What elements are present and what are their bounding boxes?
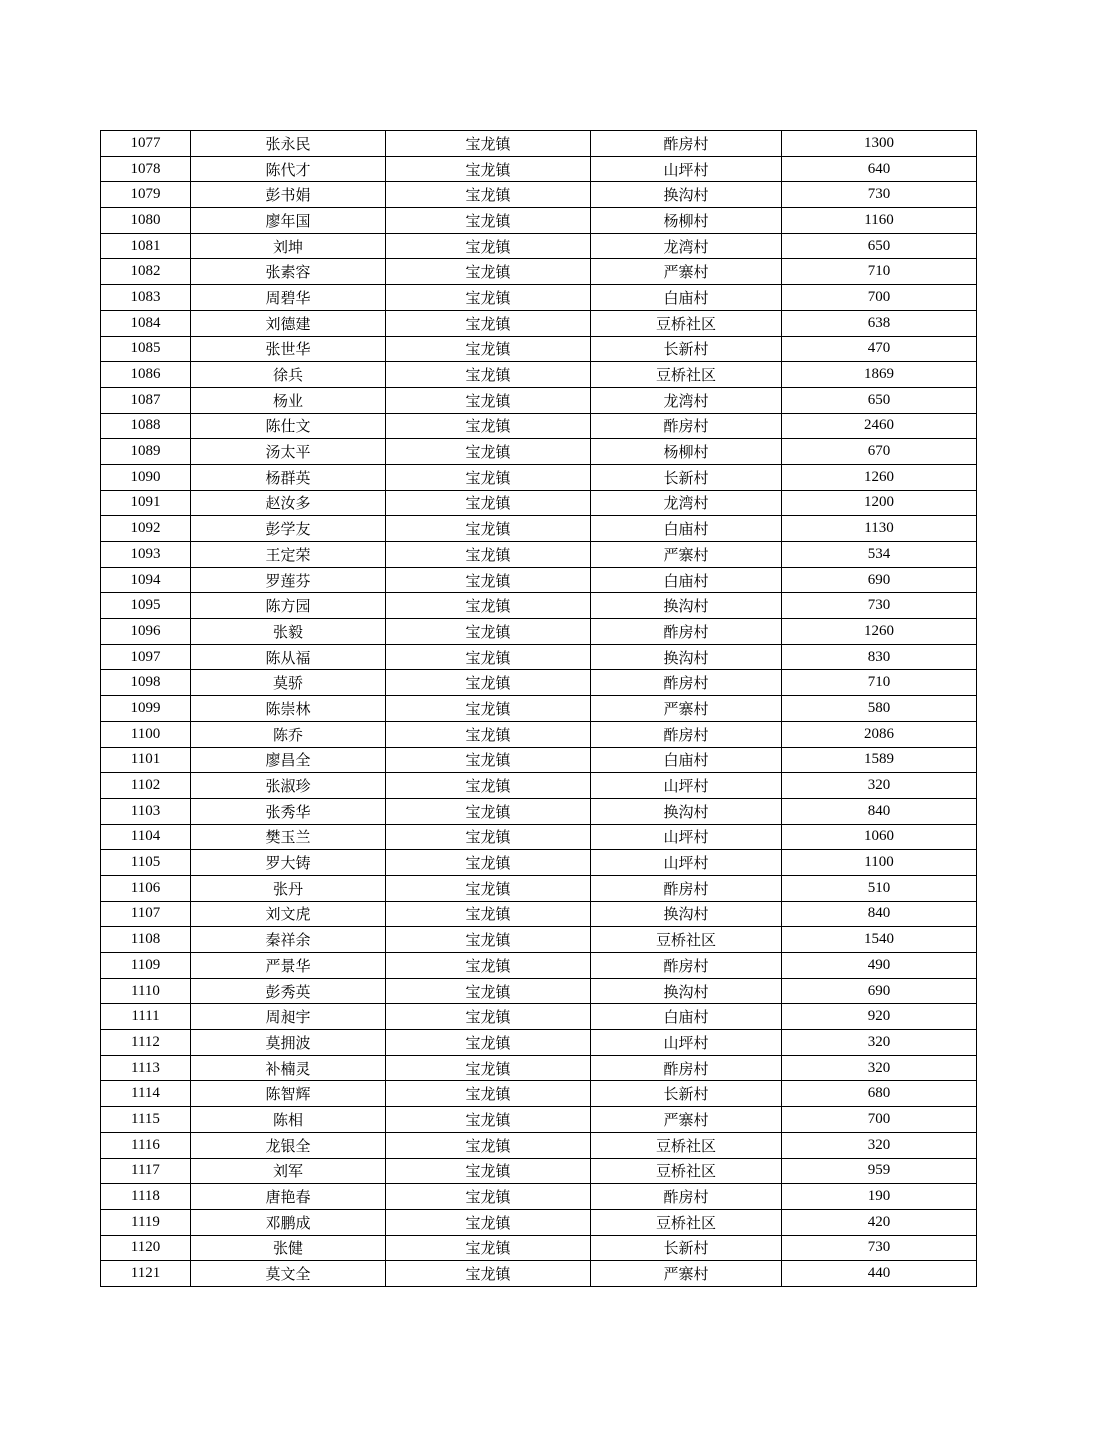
table-cell-village: 白庙村 bbox=[591, 567, 782, 593]
table-row bbox=[101, 593, 977, 619]
table-cell-town: 宝龙镇 bbox=[386, 850, 591, 876]
table-cell-town: 宝龙镇 bbox=[386, 156, 591, 182]
table-cell-village: 换沟村 bbox=[591, 978, 782, 1004]
table-cell-id: 1119 bbox=[101, 1209, 191, 1235]
table-cell-id: 1112 bbox=[101, 1030, 191, 1056]
table-row bbox=[101, 1055, 977, 1081]
table-cell-id: 1078 bbox=[101, 156, 191, 182]
table-cell-name: 樊玉兰 bbox=[191, 824, 386, 850]
table-cell-name: 严景华 bbox=[191, 953, 386, 979]
table-cell-amount: 320 bbox=[782, 773, 977, 799]
table-cell-id: 1093 bbox=[101, 542, 191, 568]
table-cell-village: 换沟村 bbox=[591, 593, 782, 619]
table-cell-amount: 830 bbox=[782, 644, 977, 670]
table-cell-id: 1113 bbox=[101, 1055, 191, 1081]
table-cell-id: 1083 bbox=[101, 285, 191, 311]
table-cell-name: 邓鹏成 bbox=[191, 1209, 386, 1235]
table-cell-name: 张健 bbox=[191, 1235, 386, 1261]
table-cell-amount: 1260 bbox=[782, 619, 977, 645]
table-cell-id: 1095 bbox=[101, 593, 191, 619]
table-cell-village: 严寨村 bbox=[591, 542, 782, 568]
table-cell-village: 白庙村 bbox=[591, 1004, 782, 1030]
table-cell-amount: 959 bbox=[782, 1158, 977, 1184]
table-cell-name: 张世华 bbox=[191, 336, 386, 362]
table-cell-name: 陈崇林 bbox=[191, 696, 386, 722]
table-cell-id: 1121 bbox=[101, 1261, 191, 1287]
table-row bbox=[101, 131, 977, 157]
table-cell-amount: 670 bbox=[782, 439, 977, 465]
table-cell-town: 宝龙镇 bbox=[386, 1132, 591, 1158]
table-cell-town: 宝龙镇 bbox=[386, 696, 591, 722]
table-cell-village: 酢房村 bbox=[591, 413, 782, 439]
table-cell-town: 宝龙镇 bbox=[386, 310, 591, 336]
table-cell-amount: 690 bbox=[782, 567, 977, 593]
table-cell-town: 宝龙镇 bbox=[386, 516, 591, 542]
table-cell-id: 1108 bbox=[101, 927, 191, 953]
table-cell-town: 宝龙镇 bbox=[386, 182, 591, 208]
table-cell-amount: 730 bbox=[782, 182, 977, 208]
table-cell-name: 周碧华 bbox=[191, 285, 386, 311]
table-cell-town: 宝龙镇 bbox=[386, 131, 591, 157]
table-cell-village: 换沟村 bbox=[591, 798, 782, 824]
table-cell-id: 1080 bbox=[101, 208, 191, 234]
table-cell-id: 1101 bbox=[101, 747, 191, 773]
table-cell-name: 陈方园 bbox=[191, 593, 386, 619]
table-cell-name: 张丹 bbox=[191, 875, 386, 901]
table-cell-amount: 840 bbox=[782, 798, 977, 824]
table-cell-name: 廖昌全 bbox=[191, 747, 386, 773]
table-cell-village: 换沟村 bbox=[591, 644, 782, 670]
table-cell-name: 彭学友 bbox=[191, 516, 386, 542]
table-cell-village: 豆桥社区 bbox=[591, 1158, 782, 1184]
table-cell-town: 宝龙镇 bbox=[386, 464, 591, 490]
table-cell-name: 张永民 bbox=[191, 131, 386, 157]
table-cell-amount: 1869 bbox=[782, 362, 977, 388]
table-cell-village: 长新村 bbox=[591, 336, 782, 362]
table-cell-amount: 640 bbox=[782, 156, 977, 182]
table-row bbox=[101, 1081, 977, 1107]
table-cell-name: 唐艳春 bbox=[191, 1184, 386, 1210]
table-cell-name: 赵汝多 bbox=[191, 490, 386, 516]
table-cell-amount: 320 bbox=[782, 1132, 977, 1158]
table-cell-id: 1092 bbox=[101, 516, 191, 542]
table-cell-id: 1096 bbox=[101, 619, 191, 645]
table-row bbox=[101, 644, 977, 670]
table-row bbox=[101, 362, 977, 388]
table-cell-town: 宝龙镇 bbox=[386, 619, 591, 645]
table-row bbox=[101, 696, 977, 722]
table-cell-name: 陈仕文 bbox=[191, 413, 386, 439]
table-cell-amount: 650 bbox=[782, 387, 977, 413]
table-cell-id: 1100 bbox=[101, 721, 191, 747]
table-cell-village: 龙湾村 bbox=[591, 233, 782, 259]
table-cell-id: 1117 bbox=[101, 1158, 191, 1184]
table-row bbox=[101, 516, 977, 542]
table-cell-id: 1094 bbox=[101, 567, 191, 593]
table-cell-id: 1088 bbox=[101, 413, 191, 439]
table-row bbox=[101, 721, 977, 747]
table-cell-village: 山坪村 bbox=[591, 773, 782, 799]
table-cell-amount: 920 bbox=[782, 1004, 977, 1030]
table-cell-village: 龙湾村 bbox=[591, 490, 782, 516]
table-cell-name: 刘德建 bbox=[191, 310, 386, 336]
table-cell-amount: 710 bbox=[782, 670, 977, 696]
table-cell-village: 酢房村 bbox=[591, 670, 782, 696]
table-row bbox=[101, 927, 977, 953]
table-cell-village: 酢房村 bbox=[591, 875, 782, 901]
table-cell-town: 宝龙镇 bbox=[386, 413, 591, 439]
table-cell-id: 1120 bbox=[101, 1235, 191, 1261]
table-cell-amount: 1060 bbox=[782, 824, 977, 850]
table-cell-amount: 1200 bbox=[782, 490, 977, 516]
table-cell-name: 补楠灵 bbox=[191, 1055, 386, 1081]
table-cell-town: 宝龙镇 bbox=[386, 285, 591, 311]
table-cell-name: 莫骄 bbox=[191, 670, 386, 696]
table-cell-amount: 1100 bbox=[782, 850, 977, 876]
table-cell-name: 陈代才 bbox=[191, 156, 386, 182]
table-cell-town: 宝龙镇 bbox=[386, 1158, 591, 1184]
table-cell-village: 豆桥社区 bbox=[591, 1132, 782, 1158]
table-row bbox=[101, 1235, 977, 1261]
table-cell-id: 1104 bbox=[101, 824, 191, 850]
table-row bbox=[101, 490, 977, 516]
table-cell-town: 宝龙镇 bbox=[386, 1184, 591, 1210]
table-cell-village: 山坪村 bbox=[591, 850, 782, 876]
table-row bbox=[101, 156, 977, 182]
table-cell-town: 宝龙镇 bbox=[386, 875, 591, 901]
table-cell-id: 1115 bbox=[101, 1107, 191, 1133]
table-row bbox=[101, 1158, 977, 1184]
table-cell-name: 龙银全 bbox=[191, 1132, 386, 1158]
table-cell-id: 1085 bbox=[101, 336, 191, 362]
table-row bbox=[101, 1132, 977, 1158]
table-cell-village: 豆桥社区 bbox=[591, 362, 782, 388]
table-cell-id: 1110 bbox=[101, 978, 191, 1004]
table-row bbox=[101, 285, 977, 311]
table-cell-amount: 2086 bbox=[782, 721, 977, 747]
table-cell-town: 宝龙镇 bbox=[386, 747, 591, 773]
table-cell-id: 1107 bbox=[101, 901, 191, 927]
table-cell-name: 罗大铸 bbox=[191, 850, 386, 876]
table-cell-name: 徐兵 bbox=[191, 362, 386, 388]
table-cell-name: 张素容 bbox=[191, 259, 386, 285]
table-row bbox=[101, 978, 977, 1004]
table-cell-amount: 580 bbox=[782, 696, 977, 722]
table-cell-village: 山坪村 bbox=[591, 824, 782, 850]
table-cell-village: 长新村 bbox=[591, 1235, 782, 1261]
table-row bbox=[101, 464, 977, 490]
table-cell-village: 龙湾村 bbox=[591, 387, 782, 413]
table-cell-town: 宝龙镇 bbox=[386, 490, 591, 516]
table-cell-name: 陈智辉 bbox=[191, 1081, 386, 1107]
table-cell-name: 陈乔 bbox=[191, 721, 386, 747]
table-row bbox=[101, 567, 977, 593]
table-cell-amount: 650 bbox=[782, 233, 977, 259]
table-cell-name: 彭书娟 bbox=[191, 182, 386, 208]
table-cell-name: 杨业 bbox=[191, 387, 386, 413]
table-cell-town: 宝龙镇 bbox=[386, 1004, 591, 1030]
table-cell-id: 1079 bbox=[101, 182, 191, 208]
table-cell-id: 1109 bbox=[101, 953, 191, 979]
table-cell-village: 山坪村 bbox=[591, 156, 782, 182]
table-cell-village: 杨柳村 bbox=[591, 439, 782, 465]
table-cell-amount: 690 bbox=[782, 978, 977, 1004]
table-cell-town: 宝龙镇 bbox=[386, 1030, 591, 1056]
table-cell-village: 换沟村 bbox=[591, 901, 782, 927]
table-cell-town: 宝龙镇 bbox=[386, 953, 591, 979]
table-cell-town: 宝龙镇 bbox=[386, 798, 591, 824]
table-cell-town: 宝龙镇 bbox=[386, 978, 591, 1004]
table-cell-name: 彭秀英 bbox=[191, 978, 386, 1004]
table-cell-id: 1106 bbox=[101, 875, 191, 901]
table-body bbox=[101, 131, 977, 1287]
table-cell-village: 酢房村 bbox=[591, 953, 782, 979]
table-cell-amount: 730 bbox=[782, 1235, 977, 1261]
table-cell-village: 严寨村 bbox=[591, 259, 782, 285]
table-cell-amount: 1540 bbox=[782, 927, 977, 953]
table-cell-town: 宝龙镇 bbox=[386, 721, 591, 747]
table-cell-amount: 470 bbox=[782, 336, 977, 362]
table-row bbox=[101, 1184, 977, 1210]
table-cell-id: 1087 bbox=[101, 387, 191, 413]
table-cell-amount: 1160 bbox=[782, 208, 977, 234]
table-row bbox=[101, 953, 977, 979]
table-cell-id: 1105 bbox=[101, 850, 191, 876]
table-cell-name: 周昶宇 bbox=[191, 1004, 386, 1030]
table-cell-name: 刘军 bbox=[191, 1158, 386, 1184]
table-cell-id: 1084 bbox=[101, 310, 191, 336]
table-cell-village: 白庙村 bbox=[591, 516, 782, 542]
table-cell-name: 张毅 bbox=[191, 619, 386, 645]
table-cell-name: 秦祥余 bbox=[191, 927, 386, 953]
table-cell-name: 王定荣 bbox=[191, 542, 386, 568]
table-row bbox=[101, 1107, 977, 1133]
table-cell-name: 莫拥波 bbox=[191, 1030, 386, 1056]
table-cell-town: 宝龙镇 bbox=[386, 644, 591, 670]
table-cell-amount: 680 bbox=[782, 1081, 977, 1107]
table-row bbox=[101, 387, 977, 413]
table-cell-village: 白庙村 bbox=[591, 285, 782, 311]
table-cell-town: 宝龙镇 bbox=[386, 901, 591, 927]
table-cell-name: 汤太平 bbox=[191, 439, 386, 465]
table-cell-id: 1114 bbox=[101, 1081, 191, 1107]
roster-table-container bbox=[100, 130, 976, 1287]
table-cell-amount: 510 bbox=[782, 875, 977, 901]
table-cell-amount: 1589 bbox=[782, 747, 977, 773]
table-cell-name: 罗莲芬 bbox=[191, 567, 386, 593]
table-row bbox=[101, 798, 977, 824]
table-cell-village: 酢房村 bbox=[591, 1184, 782, 1210]
table-cell-amount: 320 bbox=[782, 1030, 977, 1056]
table-cell-village: 豆桥社区 bbox=[591, 1209, 782, 1235]
table-cell-name: 张淑珍 bbox=[191, 773, 386, 799]
table-cell-name: 杨群英 bbox=[191, 464, 386, 490]
table-cell-id: 1089 bbox=[101, 439, 191, 465]
table-cell-village: 酢房村 bbox=[591, 1055, 782, 1081]
table-row bbox=[101, 1261, 977, 1287]
table-cell-id: 1081 bbox=[101, 233, 191, 259]
table-cell-town: 宝龙镇 bbox=[386, 208, 591, 234]
table-cell-name: 莫文全 bbox=[191, 1261, 386, 1287]
table-row bbox=[101, 542, 977, 568]
table-cell-town: 宝龙镇 bbox=[386, 1261, 591, 1287]
table-cell-amount: 730 bbox=[782, 593, 977, 619]
table-row bbox=[101, 773, 977, 799]
table-cell-village: 严寨村 bbox=[591, 696, 782, 722]
table-cell-id: 1082 bbox=[101, 259, 191, 285]
table-cell-town: 宝龙镇 bbox=[386, 1235, 591, 1261]
table-cell-id: 1098 bbox=[101, 670, 191, 696]
table-cell-town: 宝龙镇 bbox=[386, 439, 591, 465]
table-cell-id: 1111 bbox=[101, 1004, 191, 1030]
table-cell-amount: 700 bbox=[782, 285, 977, 311]
table-cell-town: 宝龙镇 bbox=[386, 1107, 591, 1133]
table-cell-name: 张秀华 bbox=[191, 798, 386, 824]
table-row bbox=[101, 850, 977, 876]
table-cell-amount: 534 bbox=[782, 542, 977, 568]
table-cell-amount: 1300 bbox=[782, 131, 977, 157]
table-cell-village: 酢房村 bbox=[591, 619, 782, 645]
table-cell-amount: 420 bbox=[782, 1209, 977, 1235]
table-cell-village: 山坪村 bbox=[591, 1030, 782, 1056]
table-cell-id: 1090 bbox=[101, 464, 191, 490]
table-cell-village: 长新村 bbox=[591, 464, 782, 490]
table-row bbox=[101, 747, 977, 773]
table-cell-town: 宝龙镇 bbox=[386, 1055, 591, 1081]
table-cell-town: 宝龙镇 bbox=[386, 1209, 591, 1235]
table-cell-amount: 190 bbox=[782, 1184, 977, 1210]
table-cell-amount: 638 bbox=[782, 310, 977, 336]
table-cell-village: 酢房村 bbox=[591, 131, 782, 157]
table-cell-village: 豆桥社区 bbox=[591, 310, 782, 336]
table-cell-name: 刘坤 bbox=[191, 233, 386, 259]
table-row bbox=[101, 259, 977, 285]
table-cell-id: 1097 bbox=[101, 644, 191, 670]
table-cell-town: 宝龙镇 bbox=[386, 336, 591, 362]
table-row bbox=[101, 233, 977, 259]
table-row bbox=[101, 336, 977, 362]
table-row bbox=[101, 208, 977, 234]
table-row bbox=[101, 310, 977, 336]
table-cell-id: 1102 bbox=[101, 773, 191, 799]
table-cell-id: 1091 bbox=[101, 490, 191, 516]
table-cell-town: 宝龙镇 bbox=[386, 542, 591, 568]
table-cell-id: 1077 bbox=[101, 131, 191, 157]
table-row bbox=[101, 824, 977, 850]
table-cell-town: 宝龙镇 bbox=[386, 670, 591, 696]
table-row bbox=[101, 413, 977, 439]
table-cell-town: 宝龙镇 bbox=[386, 927, 591, 953]
table-cell-village: 长新村 bbox=[591, 1081, 782, 1107]
table-cell-town: 宝龙镇 bbox=[386, 1081, 591, 1107]
table-row bbox=[101, 1030, 977, 1056]
table-cell-amount: 320 bbox=[782, 1055, 977, 1081]
table-cell-village: 豆桥社区 bbox=[591, 927, 782, 953]
table-cell-name: 廖年国 bbox=[191, 208, 386, 234]
table-cell-amount: 490 bbox=[782, 953, 977, 979]
table-cell-name: 刘文虎 bbox=[191, 901, 386, 927]
table-cell-village: 酢房村 bbox=[591, 721, 782, 747]
table-cell-town: 宝龙镇 bbox=[386, 259, 591, 285]
table-cell-village: 杨柳村 bbox=[591, 208, 782, 234]
table-cell-amount: 1260 bbox=[782, 464, 977, 490]
table-cell-id: 1099 bbox=[101, 696, 191, 722]
table-cell-village: 白庙村 bbox=[591, 747, 782, 773]
table-cell-town: 宝龙镇 bbox=[386, 773, 591, 799]
table-cell-amount: 440 bbox=[782, 1261, 977, 1287]
table-row bbox=[101, 1004, 977, 1030]
table-cell-name: 陈相 bbox=[191, 1107, 386, 1133]
table-row bbox=[101, 439, 977, 465]
table-cell-id: 1116 bbox=[101, 1132, 191, 1158]
roster-table bbox=[100, 130, 977, 1287]
table-cell-village: 严寨村 bbox=[591, 1261, 782, 1287]
table-cell-village: 严寨村 bbox=[591, 1107, 782, 1133]
table-cell-town: 宝龙镇 bbox=[386, 567, 591, 593]
table-row bbox=[101, 182, 977, 208]
table-cell-village: 换沟村 bbox=[591, 182, 782, 208]
table-cell-amount: 1130 bbox=[782, 516, 977, 542]
table-row bbox=[101, 901, 977, 927]
table-cell-town: 宝龙镇 bbox=[386, 593, 591, 619]
table-row bbox=[101, 875, 977, 901]
table-cell-id: 1118 bbox=[101, 1184, 191, 1210]
table-cell-town: 宝龙镇 bbox=[386, 387, 591, 413]
table-cell-amount: 840 bbox=[782, 901, 977, 927]
table-row bbox=[101, 670, 977, 696]
table-cell-id: 1103 bbox=[101, 798, 191, 824]
table-cell-town: 宝龙镇 bbox=[386, 362, 591, 388]
table-row bbox=[101, 1209, 977, 1235]
table-cell-town: 宝龙镇 bbox=[386, 233, 591, 259]
table-cell-town: 宝龙镇 bbox=[386, 824, 591, 850]
table-cell-amount: 2460 bbox=[782, 413, 977, 439]
table-cell-amount: 710 bbox=[782, 259, 977, 285]
table-row bbox=[101, 619, 977, 645]
table-cell-name: 陈从福 bbox=[191, 644, 386, 670]
table-cell-id: 1086 bbox=[101, 362, 191, 388]
table-cell-amount: 700 bbox=[782, 1107, 977, 1133]
